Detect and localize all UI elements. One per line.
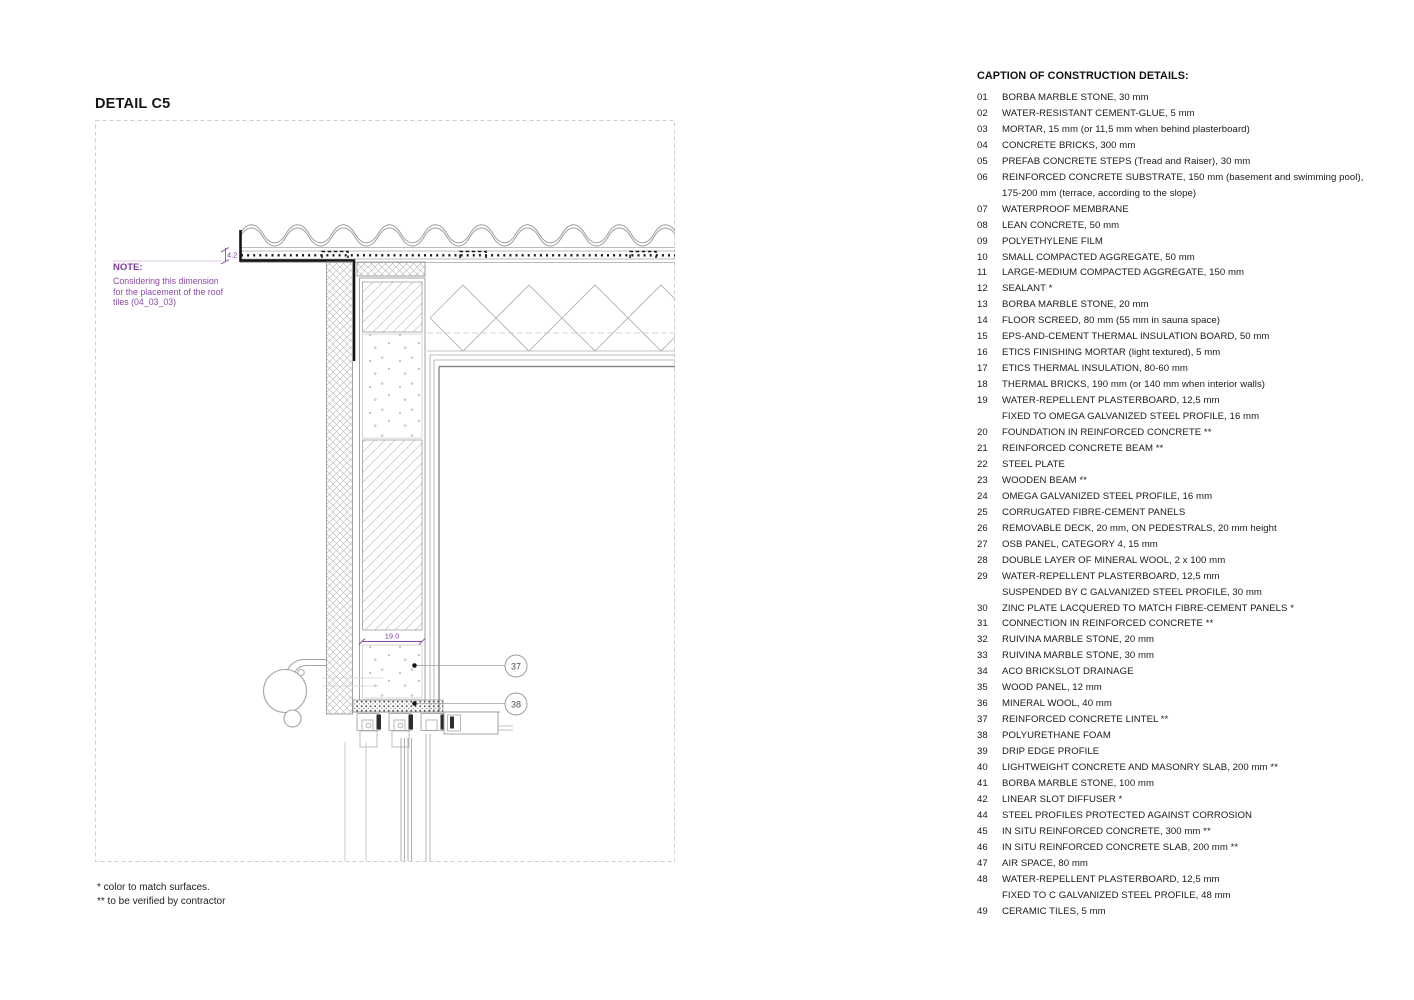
svg-text:38: 38 (510, 699, 522, 710)
caption-row (977, 712, 1363, 728)
caption-item-number: 24 (977, 490, 988, 502)
caption-item-text: SEALANT * (1002, 283, 1053, 295)
caption-item-number: 14 (977, 315, 988, 327)
caption-row (977, 808, 1363, 824)
caption-row (977, 281, 1363, 297)
caption-item-text: ACO BRICKSLOT DRAINAGE (1002, 666, 1134, 678)
caption-item-text: CONNECTION IN REINFORCED CONCRETE ** (1002, 618, 1214, 630)
caption-item-text: POLYETHYLENE FILM (1002, 235, 1103, 247)
caption-row (977, 265, 1363, 281)
caption-row (977, 489, 1363, 505)
caption-item-number: 03 (977, 123, 988, 135)
caption-list (977, 90, 1363, 920)
caption-row (977, 170, 1363, 186)
caption-item-text: LINEAR SLOT DIFFUSER * (1002, 793, 1123, 805)
caption-item-number: 47 (977, 857, 988, 869)
note-line: tiles (04_03_03) (113, 297, 177, 308)
caption-item-text: BORBA MARBLE STONE, 100 mm (1002, 777, 1155, 789)
caption-item-number: 37 (977, 714, 988, 726)
dim-brick-width (359, 632, 425, 645)
caption-row (977, 393, 1363, 409)
caption-row (977, 202, 1363, 218)
concrete-lintel-stipple (363, 645, 423, 698)
caption-item-text: EPS-AND-CEMENT THERMAL INSULATION BOARD, 50 mm (1002, 331, 1270, 343)
caption-row (977, 361, 1363, 377)
caption-row (977, 441, 1363, 457)
caption-item-number: 16 (977, 347, 988, 359)
caption-item-text: WATER-REPELLENT PLASTERBOARD, 12,5 mm (1002, 395, 1220, 407)
concrete-beam-hatch (363, 282, 423, 332)
caption-row (977, 601, 1363, 617)
caption-item-number (977, 409, 1002, 425)
caption-item-text: OMEGA GALVANIZED STEEL PROFILE, 16 mm (1002, 490, 1213, 502)
caption-item-number: 41 (977, 777, 988, 789)
caption-row (977, 664, 1363, 680)
caption-item-text: REINFORCED CONCRETE SUBSTRATE, 150 mm (basement and swimming pool), (1002, 171, 1364, 183)
caption-item-text: REMOVABLE DECK, 20 mm, ON PEDESTRALS, 20 mm height (1002, 522, 1277, 534)
caption-item-number: 36 (977, 698, 988, 710)
caption-row (977, 904, 1363, 920)
caption-item-number: 10 (977, 251, 988, 263)
concrete-stipple-upper (363, 334, 423, 438)
caption-row (977, 106, 1363, 122)
caption-item-text: STEEL PROFILES PROTECTED AGAINST CORROSION (1002, 809, 1252, 821)
caption-item-text: THERMAL BRICKS, 190 mm (or 140 mm when interior walls) (1002, 379, 1266, 391)
caption-item-text: DRIP EDGE PROFILE (1002, 746, 1100, 758)
caption-item-number: 12 (977, 283, 988, 295)
footnotes (97, 881, 225, 910)
caption-item-text: ZINC PLATE LACQUERED TO MATCH FIBRE-CEMENT PANELS * (1002, 602, 1295, 614)
caption-row (977, 186, 1363, 202)
caption-item-number: 31 (977, 618, 988, 630)
caption-row (977, 329, 1363, 345)
caption-row (977, 90, 1363, 106)
caption-item-number: 05 (977, 155, 988, 167)
caption-row (977, 313, 1363, 329)
caption-item-text: WATER-REPELLENT PLASTERBOARD, 12,5 mm (1002, 873, 1220, 885)
caption-row (977, 760, 1363, 776)
caption-item-text: REINFORCED CONCRETE LINTEL ** (1002, 714, 1169, 726)
caption-row (977, 840, 1363, 856)
thermal-brick-hatch (363, 440, 423, 630)
caption-item-number: 21 (977, 442, 988, 454)
caption-item-number: 23 (977, 474, 988, 486)
ceiling-finish-lines (430, 355, 675, 712)
caption-row (977, 154, 1363, 170)
caption-item-number (977, 585, 1002, 601)
caption-row (977, 122, 1363, 138)
caption-item-text: CONCRETE BRICKS, 300 mm (1002, 139, 1136, 151)
caption-item-number: 28 (977, 554, 988, 566)
caption-row (977, 234, 1363, 250)
caption-item-text: LIGHTWEIGHT CONCRETE AND MASONRY SLAB, 200 mm ** (1002, 762, 1278, 774)
caption-item-number: 18 (977, 379, 988, 391)
caption-item-number: 08 (977, 219, 988, 231)
polyurethane-foam-band (353, 700, 443, 712)
caption-row (977, 792, 1363, 808)
note-block (113, 262, 263, 308)
caption-item-number: 38 (977, 730, 988, 742)
svg-text:4.2: 4.2 (227, 250, 238, 260)
caption-row (977, 824, 1363, 840)
caption-row (977, 680, 1363, 696)
caption-item-text: CORRUGATED FIBRE-CEMENT PANELS (1002, 506, 1186, 518)
caption-row (977, 457, 1363, 473)
caption-item-number: 39 (977, 746, 988, 758)
caption-row (977, 616, 1363, 632)
caption-row (977, 218, 1363, 234)
caption-item-text: LARGE-MEDIUM COMPACTED AGGREGATE, 150 mm (1002, 267, 1245, 279)
callout-38-dot (412, 701, 417, 706)
caption-item-text: 175-200 mm (terrace, according to the slope) (1002, 187, 1197, 199)
caption-item-number: 22 (977, 458, 988, 470)
caption-item-text: WATER-REPELLENT PLASTERBOARD, 12,5 mm (1002, 570, 1220, 582)
caption-item-number: 27 (977, 538, 988, 550)
etics-band-horizontal (357, 262, 425, 276)
caption-item-text: BORBA MARBLE STONE, 30 mm (1002, 92, 1149, 103)
svg-text:19.0: 19.0 (384, 631, 400, 641)
caption-item-number: 17 (977, 363, 988, 375)
caption-item-number: 19 (977, 395, 988, 407)
roof-corrugated-tiles (240, 225, 675, 246)
etics-insulation-strip (327, 262, 353, 714)
caption-item-text: SUSPENDED BY C GALVANIZED STEEL PROFILE, 30 mm (1002, 586, 1262, 598)
footnote-line: ** to be verified by contractor (97, 896, 226, 908)
caption-row (977, 250, 1363, 266)
caption-row (977, 345, 1363, 361)
caption-item-number: 34 (977, 666, 988, 678)
caption-item-number: 07 (977, 203, 988, 215)
caption-item-number: 04 (977, 139, 988, 151)
caption-item-number: 44 (977, 809, 988, 821)
caption-item-text: BORBA MARBLE STONE, 20 mm (1002, 299, 1149, 311)
caption-row (977, 776, 1363, 792)
caption-item-text: CERAMIC TILES, 5 mm (1002, 905, 1106, 917)
svg-text:37: 37 (510, 661, 522, 672)
caption-item-number (977, 186, 1002, 202)
caption-item-text: OSB PANEL, CATEGORY 4, 15 mm (1002, 538, 1158, 550)
note-line: Considering this dimension (113, 276, 219, 286)
omega-clip-dashed (322, 252, 656, 259)
caption-item-text: SMALL COMPACTED AGGREGATE, 50 mm (1002, 251, 1195, 263)
caption-item-text: AIR SPACE, 80 mm (1002, 857, 1088, 869)
footnote-line: * color to match surfaces. (97, 882, 210, 893)
caption-item-number: 09 (977, 235, 988, 247)
caption-item-text: WATERPROOF MEMBRANE (1002, 203, 1129, 215)
caption-item-number (977, 888, 1002, 904)
caption-item-text: FIXED TO C GALVANIZED STEEL PROFILE, 48 mm (1002, 889, 1231, 901)
caption-item-text: STEEL PLATE (1002, 458, 1065, 470)
caption-row (977, 632, 1363, 648)
caption-item-text: WOODEN BEAM ** (1002, 474, 1087, 486)
caption-heading: CAPTION OF CONSTRUCTION DETAILS: (977, 70, 1189, 82)
caption-item-number: 33 (977, 650, 988, 662)
caption-item-text: LEAN CONCRETE, 50 mm (1002, 219, 1120, 231)
caption-row (977, 537, 1363, 553)
caption-item-text: DOUBLE LAYER OF MINERAL WOOL, 2 x 100 mm (1002, 554, 1226, 566)
detail-drawing (95, 120, 675, 862)
caption-row (977, 521, 1363, 537)
caption-row (977, 505, 1363, 521)
caption-row (977, 553, 1363, 569)
note-heading: NOTE: (113, 262, 143, 273)
caption-item-text: IN SITU REINFORCED CONCRETE, 300 mm ** (1002, 825, 1211, 837)
caption-item-text: MINERAL WOOL, 40 mm (1002, 698, 1112, 710)
caption-item-number: 35 (977, 682, 988, 694)
caption-row (977, 377, 1363, 393)
caption-row (977, 648, 1363, 664)
caption-row (977, 744, 1363, 760)
caption-item-text: POLYURETHANE FOAM (1002, 730, 1111, 742)
caption-item-number: 40 (977, 762, 988, 774)
caption-row (977, 297, 1363, 313)
gutter-roller-detail (264, 660, 327, 728)
caption-row (977, 696, 1363, 712)
caption-item-number: 02 (977, 107, 988, 119)
caption-item-text: MORTAR, 15 mm (or 11,5 mm when behind plasterboard) (1002, 123, 1250, 135)
caption-row (977, 872, 1363, 888)
caption-panel (977, 70, 1363, 920)
caption-item-number: 45 (977, 825, 988, 837)
caption-item-number: 42 (977, 793, 988, 805)
glazing-lines (345, 734, 430, 861)
caption-item-text: ETICS THERMAL INSULATION, 80-60 mm (1002, 363, 1188, 375)
caption-item-text: REINFORCED CONCRETE BEAM ** (1002, 442, 1164, 454)
caption-item-text: WOOD PANEL, 12 mm (1002, 682, 1102, 694)
caption-item-text: WATER-RESISTANT CEMENT-GLUE, 5 mm (1002, 107, 1195, 119)
caption-row (977, 728, 1363, 744)
caption-row (977, 585, 1363, 601)
caption-row (977, 473, 1363, 489)
caption-item-number: 26 (977, 522, 988, 534)
caption-item-number: 25 (977, 506, 988, 518)
caption-item-number: 46 (977, 841, 988, 853)
caption-row (977, 425, 1363, 441)
callout-37-dot (412, 663, 417, 668)
caption-item-text: RUIVINA MARBLE STONE, 20 mm (1002, 634, 1155, 646)
caption-item-text: ETICS FINISHING MORTAR (light textured), 5 mm (1002, 347, 1221, 359)
caption-item-text: RUIVINA MARBLE STONE, 30 mm (1002, 650, 1155, 662)
caption-item-number: 29 (977, 570, 988, 582)
caption-item-number: 01 (977, 92, 988, 103)
caption-item-text: FIXED TO OMEGA GALVANIZED STEEL PROFILE, 16 mm (1002, 411, 1260, 423)
caption-item-number: 15 (977, 331, 988, 343)
callout-37 (412, 655, 527, 677)
caption-row (977, 856, 1363, 872)
window-frame-right (444, 712, 513, 734)
caption-item-text: IN SITU REINFORCED CONCRETE SLAB, 200 mm ** (1002, 841, 1239, 853)
caption-item-text: FLOOR SCREED, 80 mm (55 mm in sauna space) (1002, 315, 1221, 327)
caption-item-text: FOUNDATION IN REINFORCED CONCRETE ** (1002, 427, 1212, 439)
caption-row (977, 569, 1363, 585)
mineral-wool-zigzag (427, 285, 675, 351)
caption-row (977, 409, 1363, 425)
caption-row (977, 138, 1363, 154)
caption-item-number: 49 (977, 905, 988, 917)
caption-item-number: 11 (977, 267, 987, 279)
caption-item-text: PREFAB CONCRETE STEPS (Tread and Raiser), 30 mm (1002, 155, 1251, 167)
caption-item-number: 20 (977, 427, 988, 439)
page-title: DETAIL C5 (95, 96, 171, 112)
caption-item-number: 32 (977, 634, 988, 646)
caption-item-number: 13 (977, 299, 988, 311)
caption-item-number: 48 (977, 873, 988, 885)
note-line: for the placement of the roof (113, 286, 224, 297)
caption-item-number: 30 (977, 602, 988, 614)
caption-item-number: 06 (977, 171, 988, 183)
caption-row (977, 888, 1363, 904)
